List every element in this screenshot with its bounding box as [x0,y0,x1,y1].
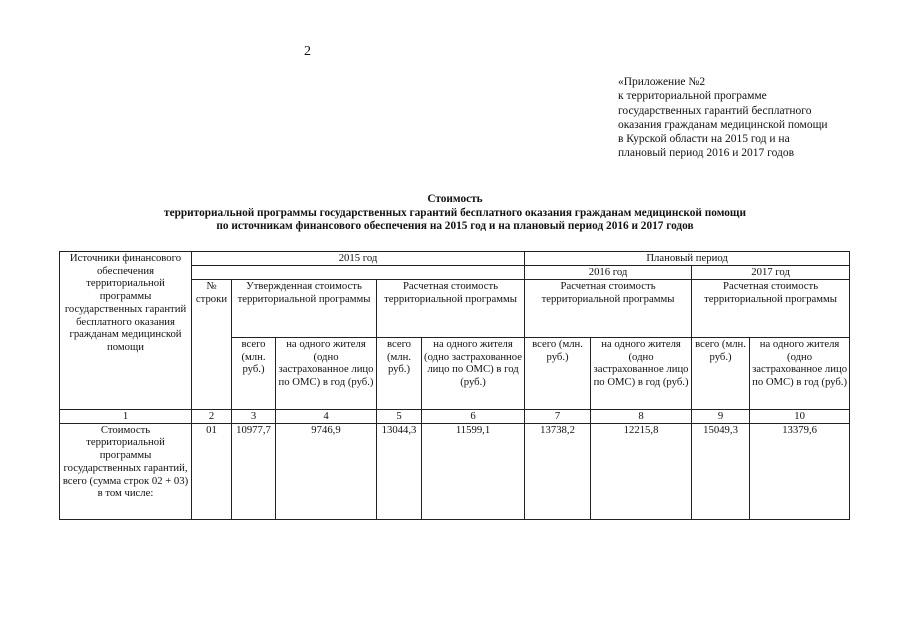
per-person-header: на одного жителя (одно застрахованное лицо по ОМС) в год (руб.) [276,338,377,410]
appendix-line: оказания гражданам медицинской помощи [618,118,828,131]
column-index: 3 [232,410,276,424]
calc-cost-2015-header: Расчетная стоимость территориальной программы [377,280,525,338]
value-cell: 10977,7 [232,423,276,519]
row-name: Стоимость территориальной программы государственных гарантий, всего (сумма строк 02 + 03) в том числе: [60,423,192,519]
title-line: Стоимость [427,193,483,205]
value-cell: 12215,8 [591,423,692,519]
calc-cost-2017-header: Расчетная стоимость территориальной программы [692,280,850,338]
planned-period-header: Плановый период [525,252,850,266]
column-index: 8 [591,410,692,424]
table-row [60,423,850,519]
title-line: по источникам финансового обеспечения на 2015 год и на плановый период 2016 и 2017 годов [216,220,694,232]
value-cell: 13738,2 [525,423,591,519]
value-cell: 13379,6 [750,423,850,519]
appendix-note [618,75,888,161]
column-index: 6 [422,410,525,424]
page-number: 2 [304,44,311,59]
financing-table [59,251,850,520]
total-header: всего (млн. руб.) [377,338,422,410]
appendix-line: к территориальной программе [618,90,767,103]
appendix-line: государственных гарантий бесплатного [618,104,812,117]
column-index: 1 [60,410,192,424]
total-header: всего (млн. руб.) [692,338,750,410]
appendix-line: плановый период 2016 и 2017 годов [618,147,795,160]
column-index: 10 [750,410,850,424]
value-cell: 9746,9 [276,423,377,519]
value-cell: 13044,3 [377,423,422,519]
year-2017-header: 2017 год [692,266,850,280]
year-2015-header: 2015 год [192,252,525,266]
appendix-line: «Приложение №2 [618,76,706,88]
per-person-header: на одного жителя (одно застрахованное лицо по ОМС) в год (руб.) [750,338,850,410]
per-person-header: на одного жителя (одно застрахованное лицо по ОМС) в год (руб.) [422,338,525,410]
column-index: 7 [525,410,591,424]
total-header: всего (млн. руб.) [232,338,276,410]
column-index: 2 [192,410,232,424]
sources-header: Источники финансового обеспечения территориальной программы государственных гарантий бесплатного оказания гражданам медицинской помощи [60,252,192,410]
row-number: 01 [192,423,232,519]
title-line: территориальной программы государственных гарантий бесплатного оказания гражданам медицинской помощи [164,206,746,219]
value-cell: 15049,3 [692,423,750,519]
column-index: 5 [377,410,422,424]
document-title [60,193,850,234]
total-header: всего (млн. руб.) [525,338,591,410]
appendix-line: в Курской области на 2015 год и на [618,133,790,146]
calc-cost-2016-header: Расчетная стоимость территориальной программы [525,280,692,338]
column-index: 4 [276,410,377,424]
blank-header-cell [192,266,525,280]
value-cell: 11599,1 [422,423,525,519]
column-index: 9 [692,410,750,424]
approved-cost-header: Утвержденная стоимость территориальной программы [232,280,377,338]
year-2016-header: 2016 год [525,266,692,280]
per-person-header: на одного жителя (одно застрахованное лицо по ОМС) в год (руб.) [591,338,692,410]
row-number-header: № строки [192,280,232,410]
